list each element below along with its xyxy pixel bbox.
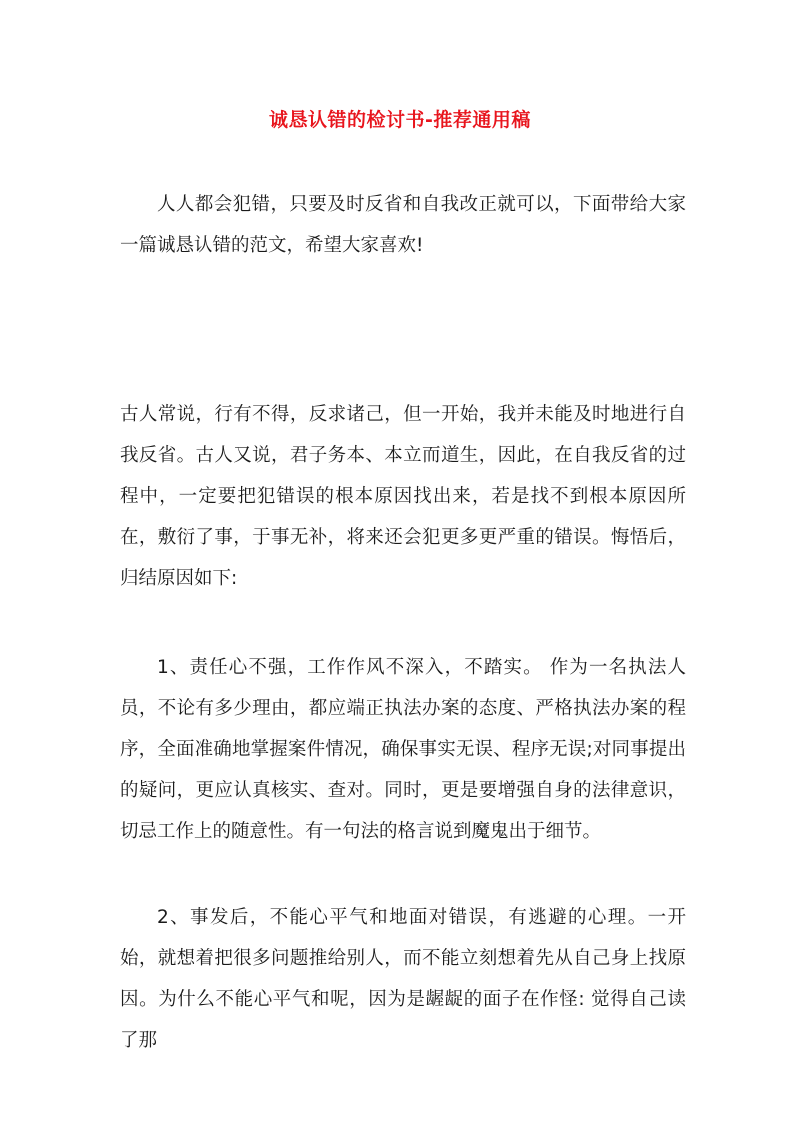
body-paragraph-ancient-saying: 古人常说，行有不得，反求诸己，但一开始，我并未能及时地进行自我反省。古人又说，君子务本、本立而道生，因此，在自我反省的过程中，一定要把犯错误的根本原因找出来，若是找不到根本原因所在，敷衍了事，于事无补，将来还会犯更多更严重的错误。悔悟后，归结原因如下: xyxy=(120,404,686,589)
body-paragraph-reason-1: 1、责任心不强，工作作风不深入，不踏实。 作为一名执法人员，不论有多少理由，都应端正执法办案的态度、严格执法办案的程序，全面准确地掌握案件情况，确保事实无误、程序无误;对同事提出的疑问，更应认真核实、查对。同时，更是要增强自身的法律意识，切忌工作上的随意性。有一句法的格言说到魔鬼出于细节。 xyxy=(120,657,686,842)
intro-paragraph: 人人都会犯错，只要及时反省和自我改正就可以，下面带给大家一篇诚恳认错的范文，希望大家喜欢! xyxy=(120,194,686,256)
document-title: 诚恳认错的检讨书-推荐通用稿 xyxy=(269,109,531,131)
body-paragraph-reason-2: 2、事发后，不能心平气和地面对错误，有逃避的心理。一开始，就想着把很多问题推给别人，而不能立刻想着先从自己身上找原因。为什么不能心平气和呢，因为是龌龊的面子在作怪: 觉得自己读了那 xyxy=(120,907,686,1051)
